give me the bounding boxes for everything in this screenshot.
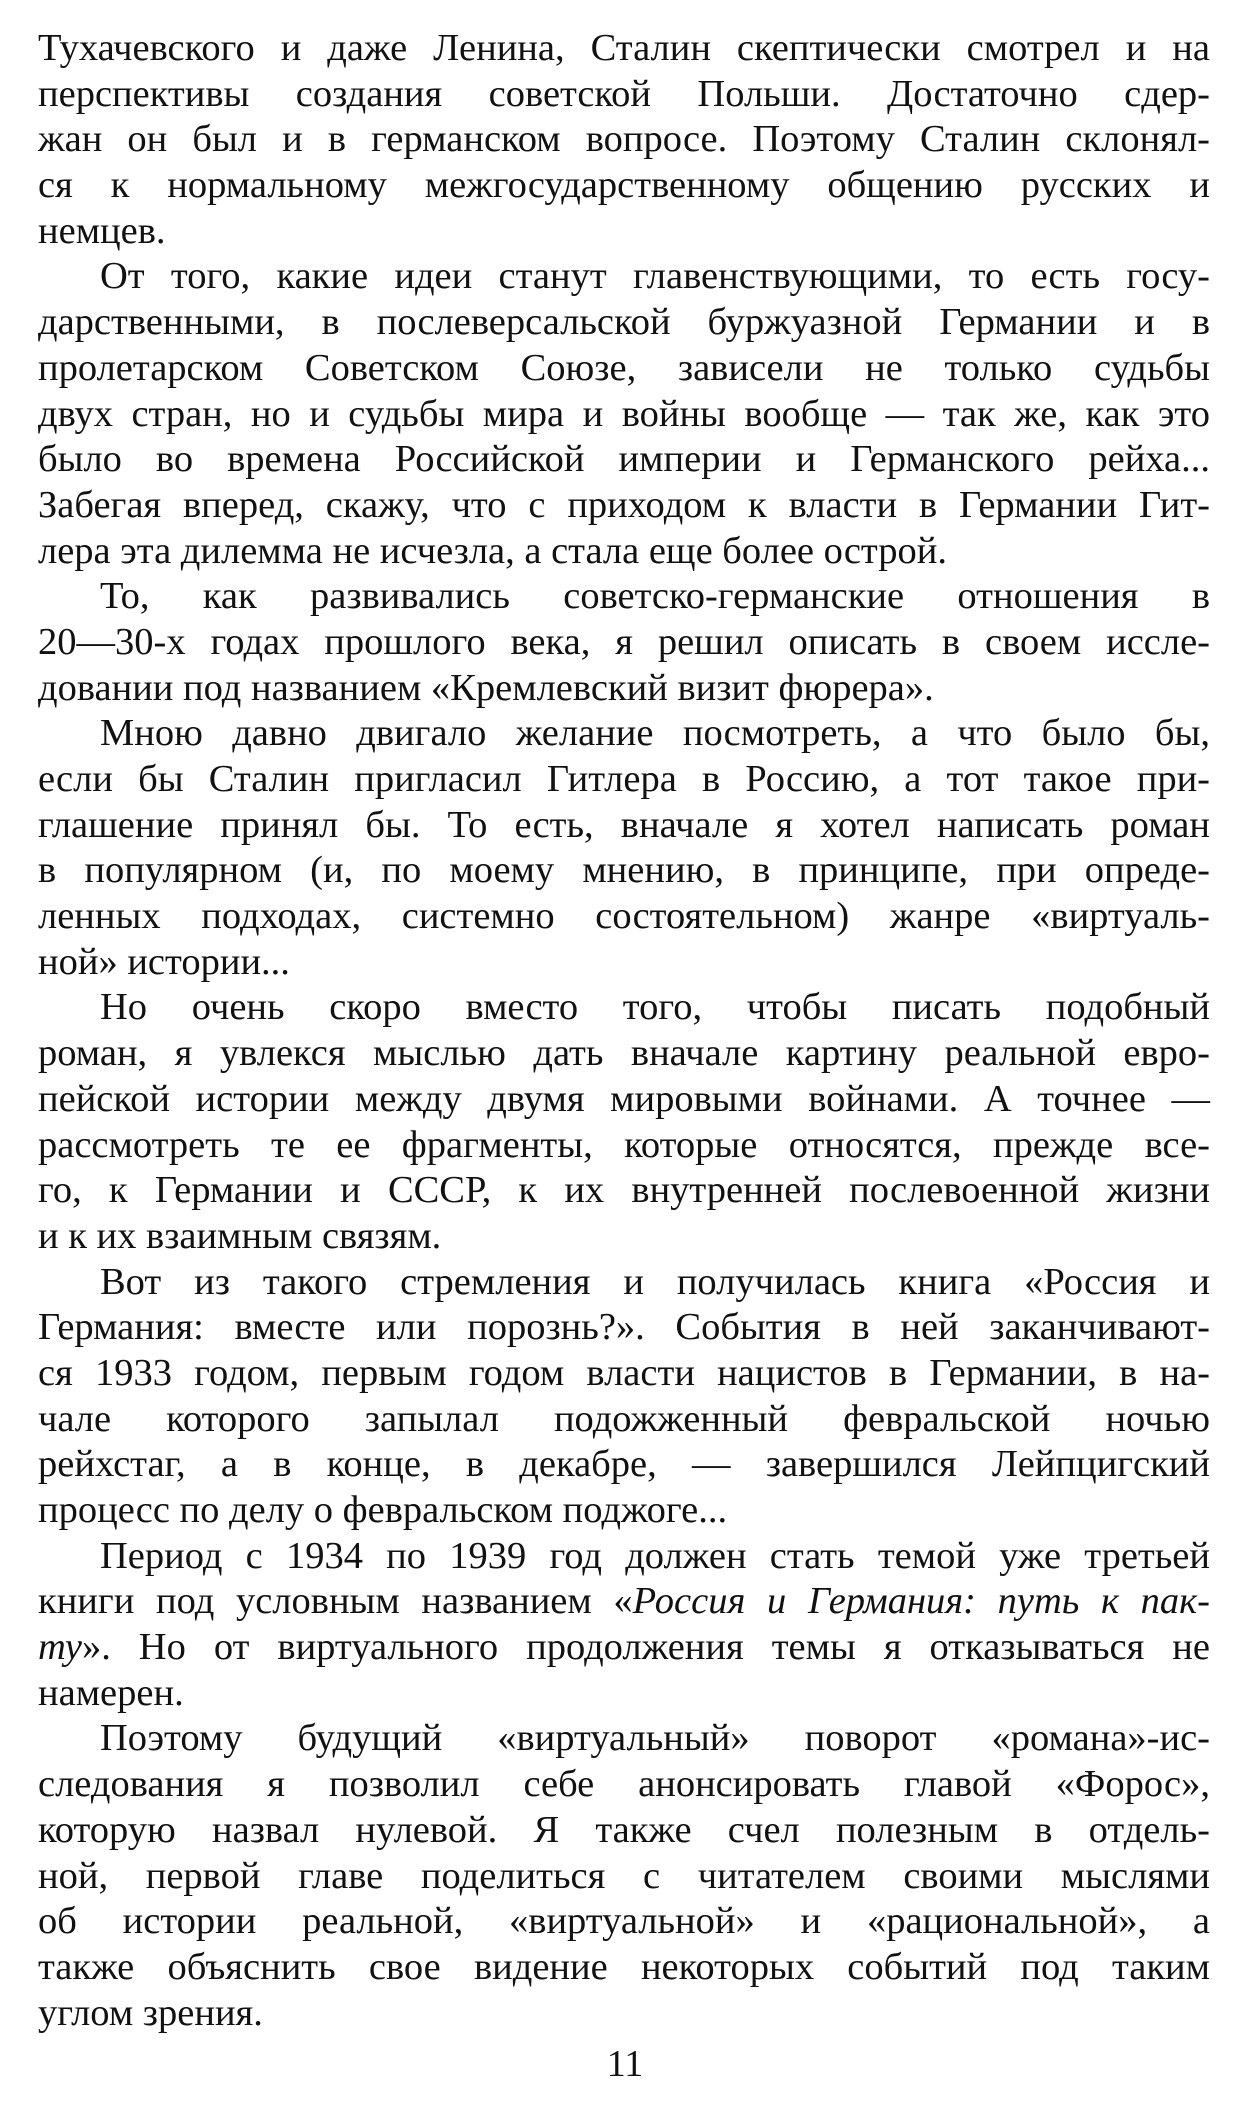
text-line: об истории реальной, «виртуальной» и «рациональной», а — [38, 1900, 1210, 1943]
text-line: дарственными, в послеверсальской буржуазной Германии и в — [38, 301, 1210, 344]
text-line: ной, первой главе поделиться с читателем своими мыслями — [38, 1854, 1210, 1897]
text-line: Тухачевского и даже Ленина, Сталин скептически смотрел и на — [38, 27, 1210, 69]
text-line: было во времена Российской империи и Германского рейха... — [38, 438, 1210, 481]
text-line: роман, я увлекся мыслью дать вначале картину реальной евро- — [38, 1032, 1210, 1075]
text-line: жан он был и в германском вопросе. Поэтому Сталин склонял- — [38, 118, 1210, 161]
text-line: 20—30-х годах прошлого века, я решил описать в своем иссле- — [38, 620, 1210, 663]
text-line: Но очень скоро вместо того, чтобы писать подобный — [100, 986, 1210, 1029]
paragraph — [38, 1260, 1210, 1534]
text-line: пейской истории между двумя мировыми войнами. А точнее — — [38, 1077, 1210, 1120]
text-line: пролетарском Советском Союзе, зависели не только судьбы — [38, 346, 1210, 389]
text-line: От того, какие идеи станут главенствующими, то есть госу- — [100, 255, 1210, 298]
text-line: ся к нормальному межгосударственному общению русских и — [38, 164, 1210, 207]
paragraph — [38, 985, 1210, 1259]
text-line: в популярном (и, по моему мнению, в принципе, при опреде- — [38, 849, 1210, 892]
text-line: го, к Германии и СССР, к их внутренней послевоенной жизни — [38, 1169, 1210, 1212]
text-line: следования я позволил себе анонсировать главой «Форос», — [38, 1763, 1210, 1806]
text-line: Забегая вперед, скажу, что с приходом к власти в Германии Гит- — [38, 483, 1210, 526]
text-line: перспективы создания советской Польши. Достаточно сдер- — [38, 72, 1210, 115]
text-line: рассмотреть те ее фрагменты, которые относятся, прежде все- — [38, 1123, 1210, 1166]
paragraph — [38, 254, 1210, 574]
text-line: если бы Сталин пригласил Гитлера в Россию, а тот такое при- — [38, 758, 1210, 800]
text-line: ся 1933 годом, первым годом власти нацистов в Германии, в на- — [38, 1351, 1210, 1394]
text-line: также объяснить свое видение некоторых событий под таким — [38, 1945, 1210, 1988]
text-line: То, как развивались советско-германские отношения в — [100, 575, 1210, 618]
text-line: Вот из такого стремления и получилась книга «Россия и — [100, 1260, 1210, 1303]
text-line: довании под названием «Кремлевский визит фюрера». — [38, 666, 934, 709]
text-line: двух стран, но и судьбы мира и войны вообще — так же, как это — [38, 392, 1210, 435]
text-line: ной» истории... — [38, 940, 290, 983]
text-line: которую назвал нулевой. Я также счел полезным в отдель- — [38, 1808, 1210, 1851]
paragraph — [38, 1534, 1210, 1717]
text-line: и к их взаимным связям. — [38, 1214, 442, 1257]
text-line: углом зрения. — [38, 1991, 263, 2034]
paragraph — [38, 711, 1210, 985]
text-line: лера эта дилемма не исчезла, а стала еще более острой. — [38, 529, 947, 572]
page-body-text — [38, 26, 1210, 2036]
text-line: ленных подходах, системно состоятельном) жанре «виртуаль- — [38, 895, 1210, 938]
text-line: рейхстаг, а в конце, в декабре, — завершился Лейпцигский — [38, 1443, 1210, 1486]
text-line: глашение принял бы. То есть, вначале я хотел написать роман — [38, 803, 1210, 846]
text-line: ту». Но от виртуального продолжения темы я отказываться не — [38, 1626, 1210, 1669]
text-line: Поэтому будущий «виртуальный» поворот «романа»-ис- — [100, 1717, 1210, 1760]
text-line: Период с 1934 по 1939 год должен стать темой уже третьей — [100, 1534, 1210, 1577]
text-line: Мною давно двигало желание посмотреть, а что было бы, — [100, 712, 1210, 755]
text-line: Германия: вместе или порознь?». События в ней заканчивают- — [38, 1306, 1210, 1349]
text-line: книги под условным названием «Россия и Германия: путь к пак- — [38, 1580, 1210, 1623]
page-number: 11 — [606, 2043, 644, 2085]
paragraph — [38, 1716, 1210, 2036]
text-line: намерен. — [38, 1671, 184, 1714]
text-line: немцев. — [38, 209, 166, 252]
text-line: чале которого запылал подожженный февральской ночью — [38, 1397, 1210, 1440]
paragraph — [38, 574, 1210, 711]
text-line: процесс по делу о февральском поджоге... — [38, 1489, 728, 1531]
paragraph — [38, 26, 1210, 254]
